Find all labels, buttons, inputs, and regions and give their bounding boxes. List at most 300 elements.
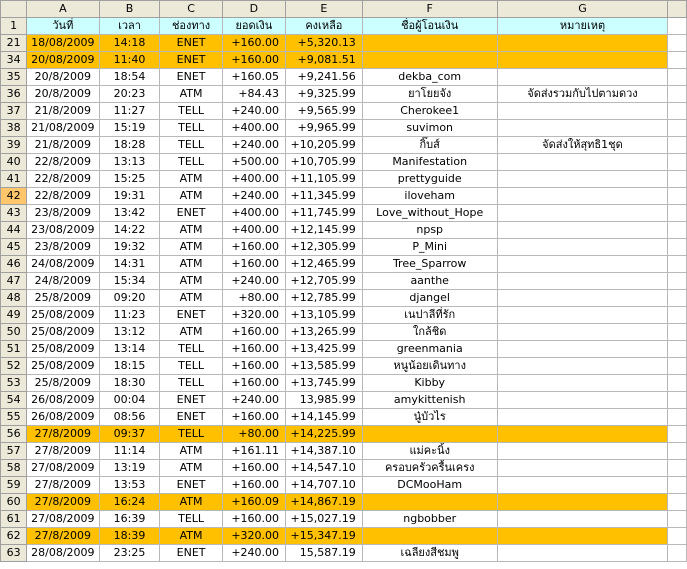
date-cell[interactable]: 21/8/2009	[27, 137, 99, 154]
balance-cell[interactable]: +15,027.19	[286, 511, 363, 528]
channel-cell[interactable]: ATM	[160, 239, 222, 256]
row-header[interactable]: 39	[1, 137, 27, 154]
sender-cell[interactable]: iloveham	[362, 188, 497, 205]
empty-cell[interactable]	[668, 511, 687, 528]
note-cell[interactable]	[497, 511, 668, 528]
time-cell[interactable]: 13:42	[99, 205, 160, 222]
date-cell[interactable]: 25/8/2009	[27, 375, 99, 392]
amount-cell[interactable]: +160.00	[222, 341, 285, 358]
row-header[interactable]: 34	[1, 52, 27, 69]
amount-cell[interactable]: +240.00	[222, 545, 285, 562]
date-cell[interactable]: 27/8/2009	[27, 494, 99, 511]
row-header[interactable]: 46	[1, 256, 27, 273]
column-header-f[interactable]: F	[362, 1, 497, 18]
date-cell[interactable]: 25/08/2009	[27, 324, 99, 341]
row-header[interactable]: 41	[1, 171, 27, 188]
row-header[interactable]: 62	[1, 528, 27, 545]
time-cell[interactable]: 15:34	[99, 273, 160, 290]
amount-cell[interactable]: +320.00	[222, 528, 285, 545]
row-header[interactable]: 54	[1, 392, 27, 409]
balance-cell[interactable]: +11,745.99	[286, 205, 363, 222]
date-cell[interactable]: 20/8/2009	[27, 86, 99, 103]
header-cell[interactable]: เวลา	[99, 18, 160, 35]
time-cell[interactable]: 19:31	[99, 188, 160, 205]
channel-cell[interactable]: TELL	[160, 511, 222, 528]
sender-cell[interactable]: ครอบครัวครื้นเครง	[362, 460, 497, 477]
row-header[interactable]: 52	[1, 358, 27, 375]
time-cell[interactable]: 16:24	[99, 494, 160, 511]
balance-cell[interactable]: +12,705.99	[286, 273, 363, 290]
amount-cell[interactable]: +161.11	[222, 443, 285, 460]
empty-cell[interactable]	[668, 273, 687, 290]
balance-cell[interactable]: +10,205.99	[286, 137, 363, 154]
balance-cell[interactable]: +13,425.99	[286, 341, 363, 358]
time-cell[interactable]: 00:04	[99, 392, 160, 409]
time-cell[interactable]: 13:19	[99, 460, 160, 477]
sender-cell[interactable]: ยาโยยจัง	[362, 86, 497, 103]
channel-cell[interactable]: ATM	[160, 256, 222, 273]
note-cell[interactable]	[497, 443, 668, 460]
row-header[interactable]: 49	[1, 307, 27, 324]
balance-cell[interactable]: +9,081.51	[286, 52, 363, 69]
empty-cell[interactable]	[668, 239, 687, 256]
channel-cell[interactable]: ENET	[160, 307, 222, 324]
note-cell[interactable]	[497, 409, 668, 426]
sender-cell[interactable]: Cherokee1	[362, 103, 497, 120]
empty-cell[interactable]	[668, 494, 687, 511]
empty-cell[interactable]	[668, 154, 687, 171]
amount-cell[interactable]: +400.00	[222, 222, 285, 239]
time-cell[interactable]: 15:25	[99, 171, 160, 188]
balance-cell[interactable]: +10,705.99	[286, 154, 363, 171]
column-header-a[interactable]: A	[27, 1, 99, 18]
column-header-e[interactable]: E	[286, 1, 363, 18]
time-cell[interactable]: 11:27	[99, 103, 160, 120]
time-cell[interactable]: 19:32	[99, 239, 160, 256]
empty-cell[interactable]	[668, 35, 687, 52]
time-cell[interactable]: 23:25	[99, 545, 160, 562]
note-cell[interactable]	[497, 239, 668, 256]
header-cell[interactable]: วันที่	[27, 18, 99, 35]
row-header[interactable]: 61	[1, 511, 27, 528]
balance-cell[interactable]: +12,785.99	[286, 290, 363, 307]
empty-cell[interactable]	[668, 545, 687, 562]
date-cell[interactable]: 21/8/2009	[27, 103, 99, 120]
note-cell[interactable]	[497, 69, 668, 86]
balance-cell[interactable]: +13,265.99	[286, 324, 363, 341]
channel-cell[interactable]: TELL	[160, 341, 222, 358]
date-cell[interactable]: 23/8/2009	[27, 239, 99, 256]
amount-cell[interactable]: +160.00	[222, 52, 285, 69]
note-cell[interactable]	[497, 171, 668, 188]
row-header[interactable]: 60	[1, 494, 27, 511]
row-header[interactable]: 21	[1, 35, 27, 52]
channel-cell[interactable]: TELL	[160, 103, 222, 120]
note-cell[interactable]	[497, 426, 668, 443]
amount-cell[interactable]: +400.00	[222, 171, 285, 188]
sender-cell[interactable]: Kibby	[362, 375, 497, 392]
date-cell[interactable]: 27/08/2009	[27, 511, 99, 528]
amount-cell[interactable]: +500.00	[222, 154, 285, 171]
amount-cell[interactable]: +160.00	[222, 239, 285, 256]
balance-cell[interactable]: 13,985.99	[286, 392, 363, 409]
header-cell[interactable]: หมายเหตุ	[497, 18, 668, 35]
sender-cell[interactable]	[362, 35, 497, 52]
date-cell[interactable]: 27/8/2009	[27, 528, 99, 545]
sender-cell[interactable]: ngbobber	[362, 511, 497, 528]
balance-cell[interactable]: +13,105.99	[286, 307, 363, 324]
time-cell[interactable]: 18:39	[99, 528, 160, 545]
channel-cell[interactable]: ATM	[160, 86, 222, 103]
row-header[interactable]: 43	[1, 205, 27, 222]
row-header[interactable]: 50	[1, 324, 27, 341]
date-cell[interactable]: 27/8/2009	[27, 443, 99, 460]
column-header-g[interactable]: G	[497, 1, 668, 18]
empty-cell[interactable]	[668, 409, 687, 426]
amount-cell[interactable]: +320.00	[222, 307, 285, 324]
empty-cell[interactable]	[668, 222, 687, 239]
empty-cell[interactable]	[668, 443, 687, 460]
sender-cell[interactable]: นู๋บัวไร	[362, 409, 497, 426]
balance-cell[interactable]: +15,347.19	[286, 528, 363, 545]
row-header[interactable]: 36	[1, 86, 27, 103]
balance-cell[interactable]: +9,241.56	[286, 69, 363, 86]
channel-cell[interactable]: ATM	[160, 222, 222, 239]
balance-cell[interactable]: +5,320.13	[286, 35, 363, 52]
empty-cell[interactable]	[668, 86, 687, 103]
empty-cell[interactable]	[668, 188, 687, 205]
date-cell[interactable]: 21/08/2009	[27, 120, 99, 137]
channel-cell[interactable]: TELL	[160, 120, 222, 137]
row-header[interactable]: 63	[1, 545, 27, 562]
note-cell[interactable]	[497, 341, 668, 358]
row-header[interactable]: 57	[1, 443, 27, 460]
header-cell[interactable]: ช่องทาง	[160, 18, 222, 35]
table-row	[1, 511, 687, 528]
note-cell[interactable]	[497, 477, 668, 494]
empty-cell[interactable]	[668, 307, 687, 324]
sender-cell[interactable]	[362, 426, 497, 443]
note-cell[interactable]	[497, 120, 668, 137]
time-cell[interactable]: 14:31	[99, 256, 160, 273]
row-header[interactable]: 1	[1, 18, 27, 35]
balance-cell[interactable]: +14,145.99	[286, 409, 363, 426]
sender-cell[interactable]: P_Mini	[362, 239, 497, 256]
amount-cell[interactable]: +80.00	[222, 426, 285, 443]
row-header[interactable]: 47	[1, 273, 27, 290]
balance-cell[interactable]: +9,965.99	[286, 120, 363, 137]
note-cell[interactable]	[497, 392, 668, 409]
table-row	[1, 307, 687, 324]
empty-cell[interactable]	[668, 205, 687, 222]
sender-cell[interactable]: ใกล้ชิด	[362, 324, 497, 341]
balance-cell[interactable]: +12,465.99	[286, 256, 363, 273]
channel-cell[interactable]: ATM	[160, 443, 222, 460]
empty-cell[interactable]	[668, 52, 687, 69]
empty-cell[interactable]	[668, 477, 687, 494]
note-cell[interactable]	[497, 324, 668, 341]
channel-cell[interactable]: ATM	[160, 494, 222, 511]
amount-cell[interactable]: +160.00	[222, 35, 285, 52]
date-cell[interactable]: 20/8/2009	[27, 69, 99, 86]
row-header[interactable]: 35	[1, 69, 27, 86]
note-cell[interactable]	[497, 375, 668, 392]
sender-cell[interactable]: aanthe	[362, 273, 497, 290]
balance-cell[interactable]: +11,105.99	[286, 171, 363, 188]
note-cell[interactable]	[497, 290, 668, 307]
date-cell[interactable]: 24/8/2009	[27, 273, 99, 290]
sender-cell[interactable]: npsp	[362, 222, 497, 239]
empty-cell[interactable]	[668, 120, 687, 137]
amount-cell[interactable]: +400.00	[222, 205, 285, 222]
balance-cell[interactable]: +14,547.10	[286, 460, 363, 477]
channel-cell[interactable]: ENET	[160, 69, 222, 86]
column-header-d[interactable]: D	[222, 1, 285, 18]
time-cell[interactable]: 11:23	[99, 307, 160, 324]
note-cell[interactable]	[497, 35, 668, 52]
note-cell[interactable]	[497, 205, 668, 222]
amount-cell[interactable]: +160.09	[222, 494, 285, 511]
sender-cell[interactable]	[362, 494, 497, 511]
channel-cell[interactable]: ENET	[160, 477, 222, 494]
date-cell[interactable]: 22/8/2009	[27, 154, 99, 171]
header-cell[interactable]: คงเหลือ	[286, 18, 363, 35]
sender-cell[interactable]: greenmania	[362, 341, 497, 358]
time-cell[interactable]: 13:12	[99, 324, 160, 341]
channel-cell[interactable]: ENET	[160, 35, 222, 52]
balance-cell[interactable]: +12,145.99	[286, 222, 363, 239]
balance-cell[interactable]: 15,587.19	[286, 545, 363, 562]
time-cell[interactable]: 09:37	[99, 426, 160, 443]
empty-cell[interactable]	[668, 137, 687, 154]
sender-cell[interactable]: suvimon	[362, 120, 497, 137]
row-header[interactable]: 38	[1, 120, 27, 137]
channel-cell[interactable]: TELL	[160, 358, 222, 375]
time-cell[interactable]: 14:18	[99, 35, 160, 52]
balance-cell[interactable]: +14,707.10	[286, 477, 363, 494]
sender-cell[interactable]: เฉลียงสีชมพู	[362, 545, 497, 562]
date-cell[interactable]: 23/08/2009	[27, 222, 99, 239]
balance-cell[interactable]: +14,225.99	[286, 426, 363, 443]
channel-cell[interactable]: TELL	[160, 426, 222, 443]
sender-cell[interactable]: prettyguide	[362, 171, 497, 188]
balance-cell[interactable]: +14,867.19	[286, 494, 363, 511]
row-header[interactable]: 37	[1, 103, 27, 120]
empty-cell[interactable]	[668, 341, 687, 358]
balance-cell[interactable]: +13,585.99	[286, 358, 363, 375]
amount-cell[interactable]: +160.05	[222, 69, 285, 86]
amount-cell[interactable]: +160.00	[222, 324, 285, 341]
date-cell[interactable]: 22/8/2009	[27, 171, 99, 188]
time-cell[interactable]: 13:13	[99, 154, 160, 171]
note-cell[interactable]	[497, 307, 668, 324]
note-cell[interactable]	[497, 52, 668, 69]
date-cell[interactable]: 26/08/2009	[27, 392, 99, 409]
header-cell[interactable]: ยอดเงิน	[222, 18, 285, 35]
note-cell[interactable]	[497, 460, 668, 477]
note-cell[interactable]	[497, 222, 668, 239]
column-header-c[interactable]: C	[160, 1, 222, 18]
row-header[interactable]: 48	[1, 290, 27, 307]
time-cell[interactable]: 11:40	[99, 52, 160, 69]
time-cell[interactable]: 13:53	[99, 477, 160, 494]
amount-cell[interactable]: +84.43	[222, 86, 285, 103]
amount-cell[interactable]: +240.00	[222, 273, 285, 290]
sender-cell[interactable]: แม่คะนิ้ง	[362, 443, 497, 460]
empty-cell[interactable]	[668, 358, 687, 375]
row-header[interactable]: 45	[1, 239, 27, 256]
amount-cell[interactable]: +240.00	[222, 392, 285, 409]
empty-cell[interactable]	[668, 426, 687, 443]
note-cell[interactable]	[497, 154, 668, 171]
date-cell[interactable]: 23/8/2009	[27, 205, 99, 222]
balance-cell[interactable]: +12,305.99	[286, 239, 363, 256]
channel-cell[interactable]: ATM	[160, 171, 222, 188]
row-header[interactable]: 59	[1, 477, 27, 494]
amount-cell[interactable]: +240.00	[222, 103, 285, 120]
date-cell[interactable]: 27/08/2009	[27, 460, 99, 477]
date-cell[interactable]: 28/08/2009	[27, 545, 99, 562]
empty-cell[interactable]	[668, 290, 687, 307]
amount-cell[interactable]: +160.00	[222, 511, 285, 528]
time-cell[interactable]: 15:19	[99, 120, 160, 137]
channel-cell[interactable]: TELL	[160, 375, 222, 392]
sender-cell[interactable]: Love_without_Hope	[362, 205, 497, 222]
time-cell[interactable]: 11:14	[99, 443, 160, 460]
row-header[interactable]: 42	[1, 188, 27, 205]
empty-cell[interactable]	[668, 103, 687, 120]
channel-cell[interactable]: ATM	[160, 290, 222, 307]
channel-cell[interactable]: ENET	[160, 392, 222, 409]
sender-cell[interactable]: djangel	[362, 290, 497, 307]
note-cell[interactable]	[497, 256, 668, 273]
time-cell[interactable]: 18:54	[99, 69, 160, 86]
table-row	[1, 52, 687, 69]
sender-cell[interactable]: amykittenish	[362, 392, 497, 409]
time-cell[interactable]: 18:30	[99, 375, 160, 392]
balance-cell[interactable]: +13,745.99	[286, 375, 363, 392]
note-cell[interactable]	[497, 188, 668, 205]
time-cell[interactable]: 08:56	[99, 409, 160, 426]
note-cell[interactable]	[497, 103, 668, 120]
sender-cell[interactable]: Manifestation	[362, 154, 497, 171]
empty-cell[interactable]	[668, 324, 687, 341]
amount-cell[interactable]: +160.00	[222, 477, 285, 494]
note-cell[interactable]	[497, 494, 668, 511]
row-header[interactable]: 58	[1, 460, 27, 477]
balance-cell[interactable]: +11,345.99	[286, 188, 363, 205]
amount-cell[interactable]: +240.00	[222, 137, 285, 154]
amount-cell[interactable]: +240.00	[222, 188, 285, 205]
column-header-b[interactable]: B	[99, 1, 160, 18]
date-cell[interactable]: 20/08/2009	[27, 52, 99, 69]
note-cell[interactable]	[497, 528, 668, 545]
date-cell[interactable]: 25/08/2009	[27, 358, 99, 375]
sender-cell[interactable]: เนปาลีที่รัก	[362, 307, 497, 324]
row-header[interactable]: 40	[1, 154, 27, 171]
sender-cell[interactable]: dekba_com	[362, 69, 497, 86]
sender-cell[interactable]	[362, 52, 497, 69]
empty-cell[interactable]	[668, 256, 687, 273]
date-cell[interactable]: 25/08/2009	[27, 341, 99, 358]
date-cell[interactable]: 27/8/2009	[27, 426, 99, 443]
channel-cell[interactable]: ENET	[160, 409, 222, 426]
amount-cell[interactable]: +160.00	[222, 460, 285, 477]
balance-cell[interactable]: +9,325.99	[286, 86, 363, 103]
row-header[interactable]: 51	[1, 341, 27, 358]
note-cell[interactable]	[497, 358, 668, 375]
channel-cell[interactable]: ENET	[160, 52, 222, 69]
amount-cell[interactable]: +160.00	[222, 358, 285, 375]
sender-cell[interactable]: กิ๊บส์	[362, 137, 497, 154]
header-cell[interactable]: ชื่อผู้โอนเงิน	[362, 18, 497, 35]
empty-cell[interactable]	[668, 171, 687, 188]
empty-cell[interactable]	[668, 375, 687, 392]
note-cell[interactable]: จัดส่งรวมกับไปตามดวง	[497, 86, 668, 103]
time-cell[interactable]: 18:15	[99, 358, 160, 375]
row-header[interactable]: 53	[1, 375, 27, 392]
balance-cell[interactable]: +9,565.99	[286, 103, 363, 120]
time-cell[interactable]: 14:22	[99, 222, 160, 239]
channel-cell[interactable]: ATM	[160, 273, 222, 290]
sender-cell[interactable]: หนูน้อยเดินทาง	[362, 358, 497, 375]
amount-cell[interactable]: +160.00	[222, 256, 285, 273]
sender-cell[interactable]: Tree_Sparrow	[362, 256, 497, 273]
channel-cell[interactable]: ENET	[160, 205, 222, 222]
channel-cell[interactable]: ATM	[160, 324, 222, 341]
date-cell[interactable]: 22/8/2009	[27, 188, 99, 205]
note-cell[interactable]	[497, 273, 668, 290]
row-header[interactable]: 55	[1, 409, 27, 426]
empty-cell[interactable]	[668, 392, 687, 409]
amount-cell[interactable]: +400.00	[222, 120, 285, 137]
note-cell[interactable]	[497, 545, 668, 562]
amount-cell[interactable]: +160.00	[222, 409, 285, 426]
date-cell[interactable]: 25/8/2009	[27, 290, 99, 307]
time-cell[interactable]: 20:23	[99, 86, 160, 103]
time-cell[interactable]: 18:28	[99, 137, 160, 154]
channel-cell[interactable]: ATM	[160, 188, 222, 205]
column-header-extra[interactable]	[668, 1, 687, 18]
channel-cell[interactable]: ATM	[160, 528, 222, 545]
date-cell[interactable]: 18/08/2009	[27, 35, 99, 52]
empty-cell[interactable]	[668, 460, 687, 477]
row-header[interactable]: 56	[1, 426, 27, 443]
channel-cell[interactable]: TELL	[160, 154, 222, 171]
empty-cell[interactable]	[668, 18, 687, 35]
select-all-corner[interactable]	[1, 1, 27, 18]
channel-cell[interactable]: TELL	[160, 137, 222, 154]
amount-cell[interactable]: +160.00	[222, 375, 285, 392]
date-cell[interactable]: 26/08/2009	[27, 409, 99, 426]
date-cell[interactable]: 25/08/2009	[27, 307, 99, 324]
row-header[interactable]: 44	[1, 222, 27, 239]
time-cell[interactable]: 16:39	[99, 511, 160, 528]
date-cell[interactable]: 27/8/2009	[27, 477, 99, 494]
empty-cell[interactable]	[668, 528, 687, 545]
time-cell[interactable]: 13:14	[99, 341, 160, 358]
amount-cell[interactable]: +80.00	[222, 290, 285, 307]
empty-cell[interactable]	[668, 69, 687, 86]
channel-cell[interactable]: ATM	[160, 460, 222, 477]
sender-cell[interactable]	[362, 528, 497, 545]
note-cell[interactable]: จัดส่งให้สุทธิ1ชุด	[497, 137, 668, 154]
time-cell[interactable]: 09:20	[99, 290, 160, 307]
channel-cell[interactable]: ENET	[160, 545, 222, 562]
date-cell[interactable]: 24/08/2009	[27, 256, 99, 273]
sender-cell[interactable]: DCMooHam	[362, 477, 497, 494]
balance-cell[interactable]: +14,387.10	[286, 443, 363, 460]
